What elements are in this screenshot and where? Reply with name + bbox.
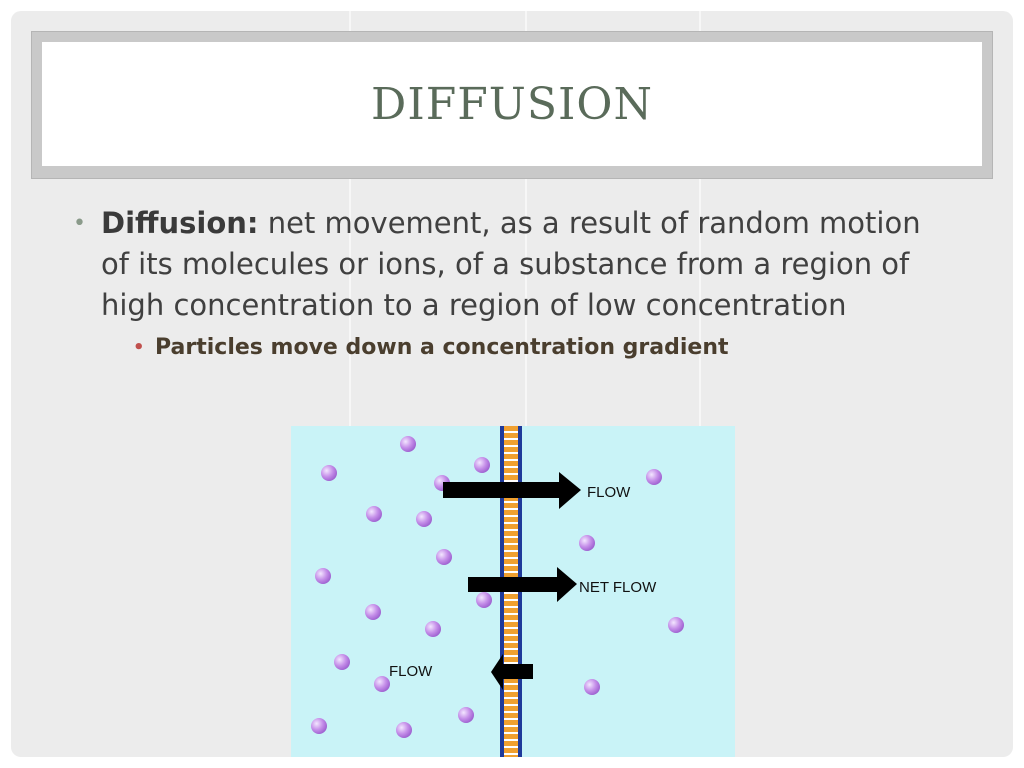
diffusion-diagram (291, 426, 735, 757)
particle (474, 457, 490, 473)
sub-bullet-text: Particles move down a concentration gradient (155, 335, 729, 360)
particle (400, 436, 416, 452)
bullet-dot: • (73, 211, 86, 236)
particle (579, 535, 595, 551)
particle (311, 718, 327, 734)
particle (366, 506, 382, 522)
bullet-definition: net movement, as a result of random motion of its molecules or ions, of a substance from a region of high concentration to a region of low concentration (101, 206, 921, 322)
net-flow-label: NET FLOW (579, 579, 657, 596)
sub-bullet-item (133, 332, 953, 364)
title-frame (31, 31, 993, 179)
bullet-item-definition (73, 203, 953, 326)
particle (476, 592, 492, 608)
particle (396, 722, 412, 738)
sub-bullet-dot: • (133, 337, 145, 358)
particle (646, 469, 662, 485)
particle (436, 549, 452, 565)
particle (458, 707, 474, 723)
slide-title: DIFFUSION (371, 78, 653, 130)
bullet-term: Diffusion: (101, 206, 259, 240)
particle (374, 676, 390, 692)
particle (315, 568, 331, 584)
particle (365, 604, 381, 620)
particle (321, 465, 337, 481)
title-box (42, 42, 982, 166)
bullet-list (73, 203, 953, 364)
particle (584, 679, 600, 695)
particle (668, 617, 684, 633)
particle (425, 621, 441, 637)
particle (334, 654, 350, 670)
flow-label-top: FLOW (587, 484, 631, 501)
slide (11, 11, 1013, 757)
flow-label-bottom: FLOW (389, 663, 433, 680)
particle (416, 511, 432, 527)
